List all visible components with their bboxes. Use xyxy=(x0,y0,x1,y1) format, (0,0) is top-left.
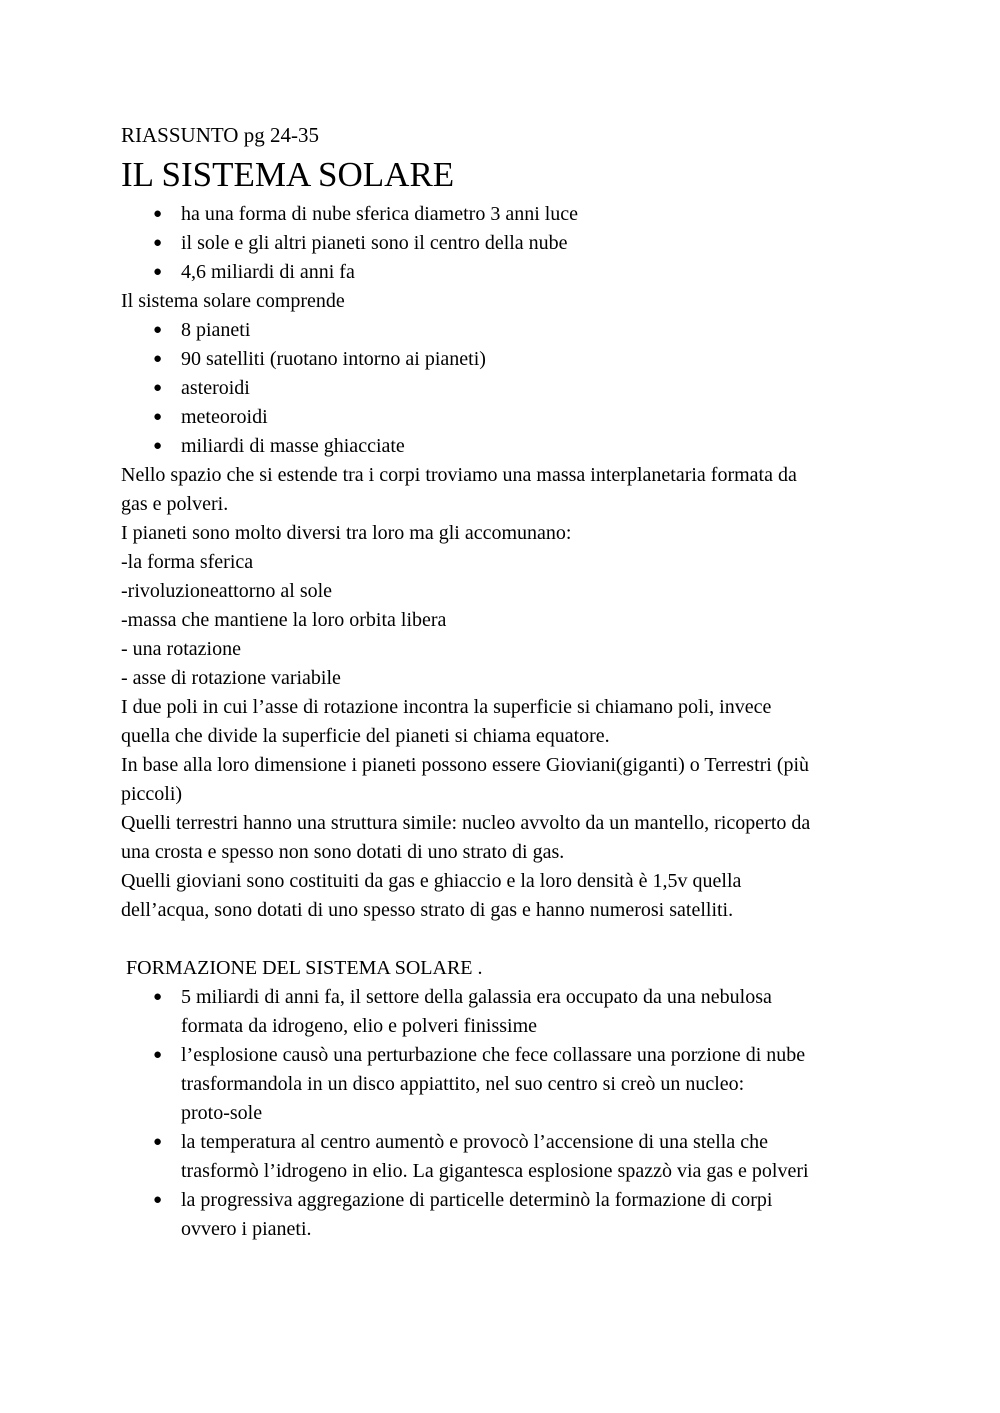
body-text xyxy=(121,461,881,925)
list-item: ● 4,6 miliardi di anni fa xyxy=(121,258,881,287)
document-title: IL SISTEMA SOLARE xyxy=(121,155,455,194)
comprende-label: Il sistema solare comprende xyxy=(121,290,345,312)
text-line: - una rotazione xyxy=(121,638,241,660)
bullet-icon: ● xyxy=(153,1192,163,1208)
text-line: una crosta e spesso non sono dotati di uno strato di gas. xyxy=(121,841,565,863)
bullet-icon: ● xyxy=(153,438,163,454)
list-item: ● 5 miliardi di anni fa, il settore della galassia era occupato da una nebulosa formata da idrogeno, elio e polveri finissime xyxy=(121,983,881,1041)
text-line: In base alla loro dimensione i pianeti possono essere Gioviani(giganti) o Terrestri (più xyxy=(121,754,810,776)
bullet-icon: ● xyxy=(153,235,163,251)
text-line: quella che divide la superficie del pianeti si chiama equatore. xyxy=(121,725,610,747)
bullet-icon: ● xyxy=(153,1047,163,1063)
text-line: -massa che mantiene la loro orbita libera xyxy=(121,609,447,631)
list-item: ● meteoroidi xyxy=(121,403,881,432)
bullet-icon: ● xyxy=(153,322,163,338)
text-line: dell’acqua, sono dotati di uno spesso strato di gas e hanno numerosi satelliti. xyxy=(121,899,734,921)
list-item: ● la temperatura al centro aumentò e provocò l’accensione di una stella che trasformò l’idrogeno in elio. La gigantesca esplosione spazzò via gas e polveri xyxy=(121,1128,881,1186)
section-heading-formazione: FORMAZIONE DEL SISTEMA SOLARE . xyxy=(126,957,483,979)
list-item: ● miliardi di masse ghiacciate xyxy=(121,432,881,461)
comprende-bullet-list xyxy=(121,316,881,461)
list-item: ● il sole e gli altri pianeti sono il centro della nube xyxy=(121,229,881,258)
text-line: gas e polveri. xyxy=(121,493,229,515)
text-line: piccoli) xyxy=(121,783,183,805)
list-item: ● ha una forma di nube sferica diametro 3 anni luce xyxy=(121,200,881,229)
bullet-icon: ● xyxy=(153,1134,163,1150)
bullet-icon: ● xyxy=(153,380,163,396)
list-item: ● asteroidi xyxy=(121,374,881,403)
list-item: ● 90 satelliti (ruotano intorno ai pianeti) xyxy=(121,345,881,374)
text-line: Quelli gioviani sono costituiti da gas e ghiaccio e la loro densità è 1,5v quella xyxy=(121,870,742,892)
bullet-icon: ● xyxy=(153,206,163,222)
formazione-bullet-list xyxy=(121,983,881,1244)
text-line: -rivoluzioneattorno al sole xyxy=(121,580,333,602)
bullet-icon: ● xyxy=(153,989,163,1005)
text-line: Quelli terrestri hanno una struttura simile: nucleo avvolto da un mantello, ricoperto da xyxy=(121,812,811,834)
intro-bullet-list xyxy=(121,200,881,287)
bullet-icon: ● xyxy=(153,409,163,425)
document-subtitle: RIASSUNTO pg 24-35 xyxy=(121,123,319,147)
list-item: ● 8 pianeti xyxy=(121,316,881,345)
text-line: -la forma sferica xyxy=(121,551,254,573)
list-item: ● la progressiva aggregazione di particelle determinò la formazione di corpi ovvero i pianeti. xyxy=(121,1186,881,1244)
text-line: - asse di rotazione variabile xyxy=(121,667,341,689)
document-page xyxy=(121,118,881,1244)
blank-line xyxy=(121,925,881,954)
text-line: I pianeti sono molto diversi tra loro ma gli accomunano: xyxy=(121,522,572,544)
bullet-icon: ● xyxy=(153,351,163,367)
list-item: ● l’esplosione causò una perturbazione che fece collassare una porzione di nube trasformandola in un disco appiattito, nel suo centro si creò un nucleo: proto-sole xyxy=(121,1041,881,1128)
text-line: I due poli in cui l’asse di rotazione incontra la superficie si chiamano poli, invece xyxy=(121,696,772,718)
bullet-icon: ● xyxy=(153,264,163,280)
text-line: Nello spazio che si estende tra i corpi troviamo una massa interplanetaria formata da xyxy=(121,464,797,486)
